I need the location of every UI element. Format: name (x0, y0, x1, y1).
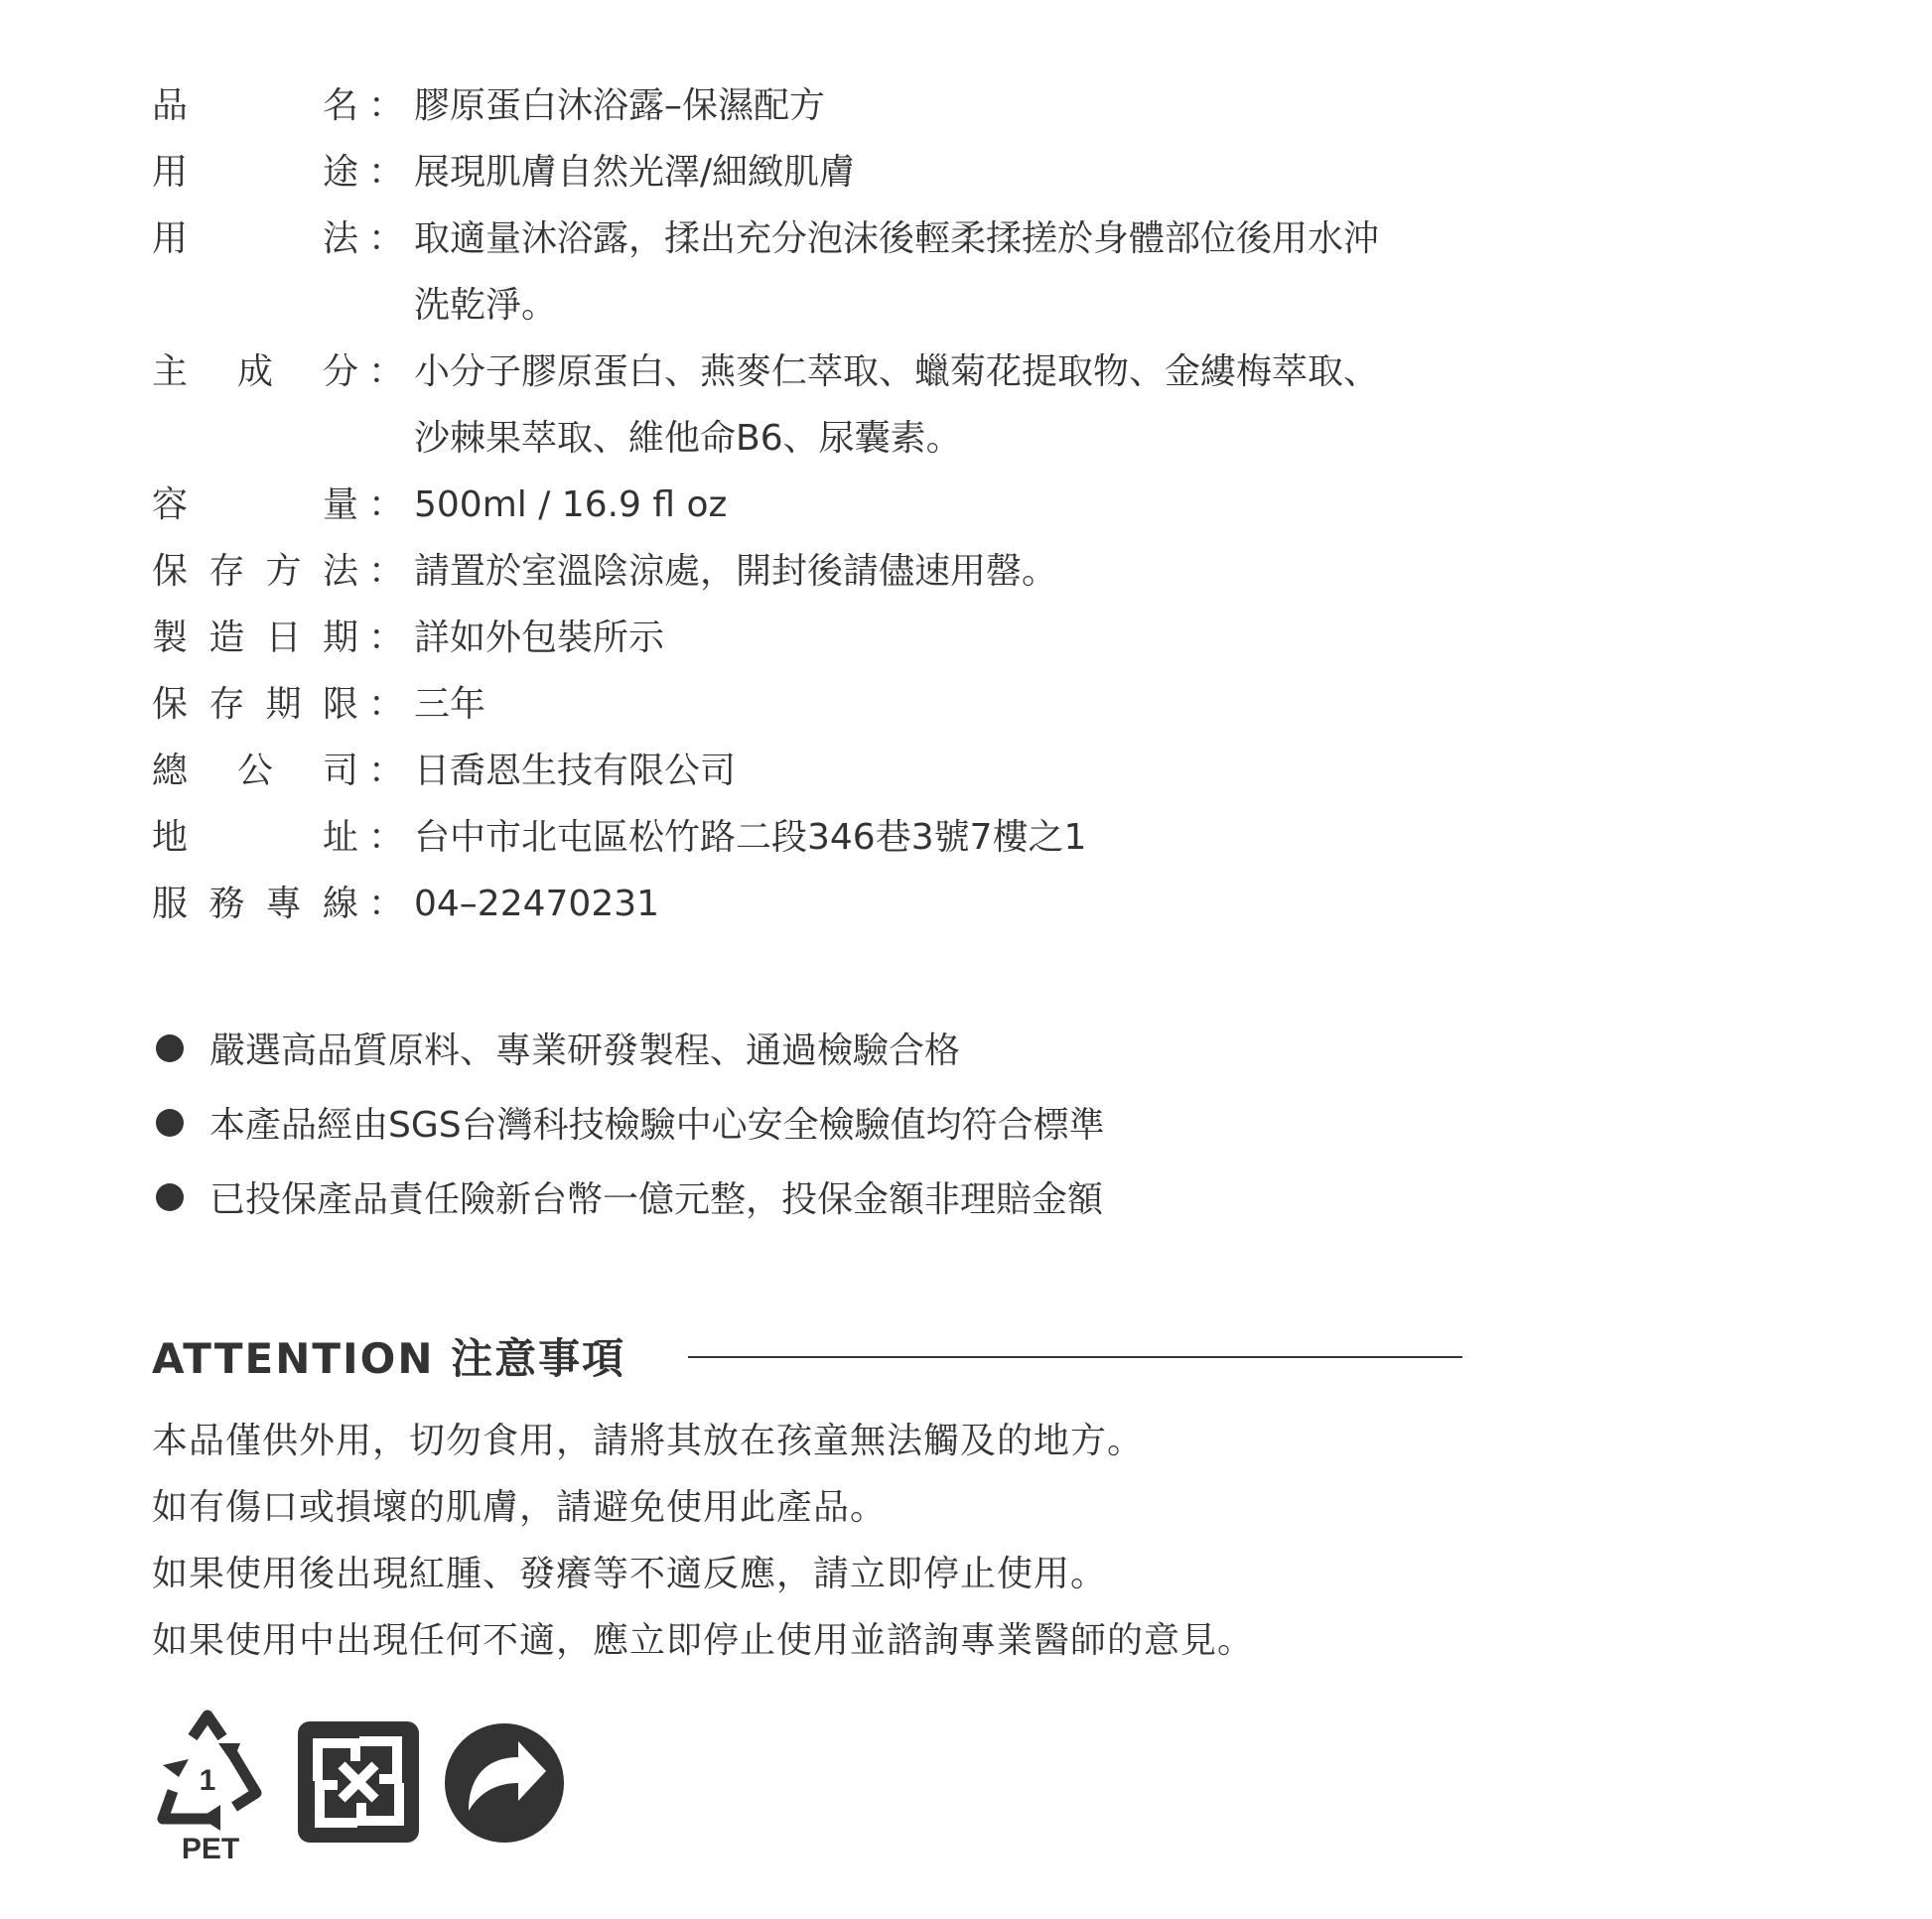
spec-label-char: 製 (152, 617, 189, 658)
spec-row (152, 738, 1482, 804)
spec-label-char: 量 (322, 484, 358, 525)
spec-label-char: 期 (265, 684, 302, 725)
spec-label (152, 871, 358, 937)
taiwan-recycle-icon (298, 1721, 419, 1843)
spec-value: 04–22470231 (414, 884, 660, 924)
spec-row (152, 538, 1482, 605)
attention-line: 如果使用中出現任何不適，應立即停止使用並諮詢專業醫師的意見。 (152, 1620, 1255, 1661)
spec-value: 500ml / 16.9 fl oz (414, 484, 728, 525)
spec-label-char: 地 (152, 817, 189, 858)
spec-row (152, 72, 1482, 139)
spec-label (152, 339, 358, 472)
spec-label (152, 605, 358, 671)
spec-label (152, 671, 358, 738)
spec-label-char: 用 (152, 218, 189, 259)
spec-label-char: 存 (208, 684, 245, 725)
spec-row (152, 472, 1482, 538)
spec-label (152, 804, 358, 871)
spec-value: 膠原蛋白沐浴露–保濕配方 (414, 85, 826, 126)
feature-text: 已投保產品責任險新台幣一億元整，投保金額非理賠金額 (209, 1179, 1104, 1220)
spec-label-char: 成 (236, 351, 273, 392)
attention-line: 如果使用後出現紅腫、發癢等不適反應，請立即停止使用。 (152, 1554, 1108, 1594)
spec-value: 日喬恩生技有限公司 (414, 751, 737, 791)
spec-label (152, 538, 358, 605)
attention-divider (688, 1356, 1462, 1358)
spec-label-char: 期 (322, 617, 358, 658)
spec-value: 取適量沐浴露，揉出充分泡沫後輕柔揉搓於身體部位後用水沖 洗乾淨。 (414, 218, 1380, 326)
spec-row (152, 605, 1482, 671)
spec-label-char: 用 (152, 152, 189, 193)
spec-label-char: 途 (322, 152, 358, 193)
spec-value: 小分子膠原蛋白、燕麥仁萃取、蠟菊花提取物、金縷梅萃取、 沙棘果萃取、維他命B6、尿囊素。 (414, 351, 1380, 459)
bullet-dot-icon (156, 1109, 184, 1137)
spec-label-char: 司 (322, 751, 358, 791)
spec-label-char: 分 (322, 351, 358, 392)
spec-label (152, 738, 358, 804)
spec-colon: ： (367, 152, 404, 193)
feature-text: 嚴選高品質原料、專業研發製程、通過檢驗合格 (209, 1030, 961, 1071)
feature-list (152, 1011, 1443, 1234)
spec-label-char: 法 (322, 218, 358, 259)
attention-list (152, 1408, 1443, 1674)
spec-row (152, 139, 1482, 206)
spec-row (152, 871, 1482, 937)
spec-label-char: 主 (152, 351, 189, 392)
spec-colon: ： (367, 684, 404, 725)
spec-colon: ： (367, 218, 404, 259)
spec-row (152, 804, 1482, 871)
spec-label-char: 日 (265, 617, 302, 658)
spec-label-char: 容 (152, 484, 189, 525)
spec-colon: ： (367, 817, 404, 858)
attention-title: ATTENTION 注意事項 (152, 1334, 626, 1383)
spec-label-char: 名 (322, 85, 358, 126)
spec-row (152, 206, 1482, 339)
spec-label-char: 務 (208, 884, 245, 924)
spec-label-char: 址 (322, 817, 358, 858)
spec-colon: ： (367, 484, 404, 525)
spec-row (152, 671, 1482, 738)
spec-label-char: 總 (152, 751, 189, 791)
spec-label (152, 472, 358, 538)
attention-line: 本品僅供外用，切勿食用，請將其放在孩童無法觸及的地方。 (152, 1421, 1145, 1461)
green-dot-icon (443, 1721, 566, 1845)
feature-item (152, 1011, 1443, 1085)
spec-label-char: 法 (322, 551, 358, 592)
spec-label (152, 139, 358, 206)
spec-value: 詳如外包裝所示 (414, 617, 665, 658)
feature-item (152, 1085, 1443, 1160)
spec-value: 台中市北屯區松竹路二段346巷3號7樓之1 (414, 817, 1087, 858)
spec-label-char: 限 (322, 684, 358, 725)
spec-label-char: 品 (152, 85, 189, 126)
spec-colon: ： (367, 884, 404, 924)
spec-colon: ： (367, 751, 404, 791)
spec-colon: ： (367, 351, 404, 392)
spec-label-char: 存 (208, 551, 245, 592)
product-spec-table (152, 72, 1482, 937)
spec-label-char: 線 (322, 884, 358, 924)
spec-label-char: 專 (265, 884, 302, 924)
pet-number: 1 (199, 1764, 216, 1797)
bullet-dot-icon (156, 1034, 184, 1062)
spec-label (152, 72, 358, 139)
spec-colon: ： (367, 551, 404, 592)
bullet-dot-icon (156, 1183, 184, 1211)
spec-colon: ： (367, 617, 404, 658)
spec-row (152, 339, 1482, 472)
spec-label-char: 造 (208, 617, 245, 658)
pet-code: PET (181, 1833, 240, 1865)
attention-line: 如有傷口或損壞的肌膚，請避免使用此產品。 (152, 1487, 888, 1528)
spec-label-char: 服 (152, 884, 189, 924)
spec-value: 請置於室溫陰涼處，開封後請儘速用罄。 (414, 551, 1058, 592)
spec-label-char: 保 (152, 684, 189, 725)
feature-item (152, 1160, 1443, 1234)
spec-label-char: 公 (236, 751, 273, 791)
spec-label-char: 方 (265, 551, 302, 592)
spec-label (152, 206, 358, 339)
spec-colon: ： (367, 85, 404, 126)
spec-value: 展現肌膚自然光澤/細緻肌膚 (414, 152, 856, 193)
feature-text: 本產品經由SGS台灣科技檢驗中心安全檢驗值均符合標準 (209, 1105, 1105, 1146)
pet-recycle-icon (149, 1708, 266, 1866)
spec-label-char: 保 (152, 551, 189, 592)
spec-value: 三年 (414, 684, 486, 725)
